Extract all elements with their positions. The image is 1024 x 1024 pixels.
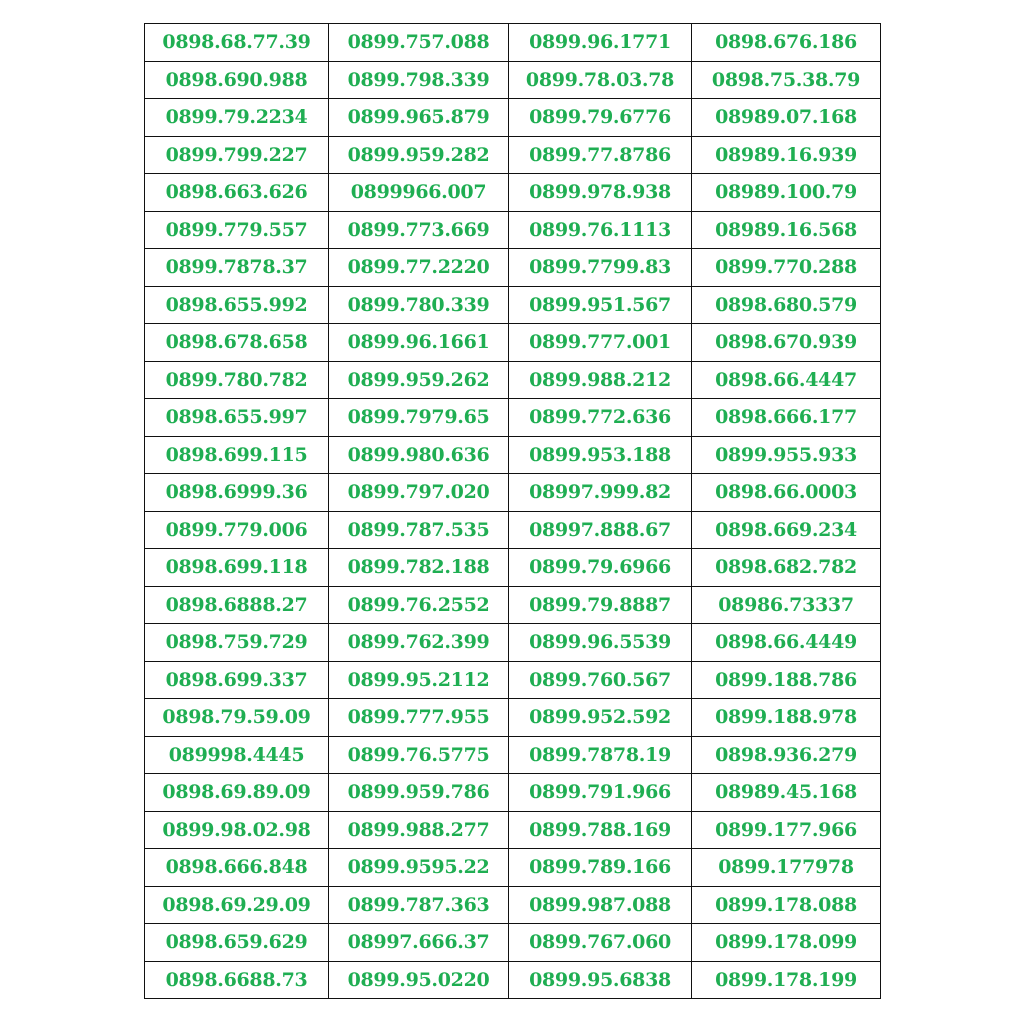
phone-number-cell: 0899.760.567 xyxy=(509,661,692,699)
table-row xyxy=(145,886,881,924)
phone-number-cell: 0898.655.997 xyxy=(145,399,329,437)
table-row xyxy=(145,849,881,887)
phone-number-cell: 0899.988.277 xyxy=(329,811,509,849)
table-row xyxy=(145,586,881,624)
phone-number-cell: 0899.178.199 xyxy=(692,961,881,999)
phone-number-cell: 0898.699.118 xyxy=(145,549,329,587)
table-row xyxy=(145,474,881,512)
phone-number-cell: 0899.799.227 xyxy=(145,136,329,174)
phone-number-cell: 0899.955.933 xyxy=(692,436,881,474)
phone-number-cell: 0899.787.363 xyxy=(329,886,509,924)
phone-number-cell: 08989.16.939 xyxy=(692,136,881,174)
phone-number-cell: 0899.953.188 xyxy=(509,436,692,474)
phone-number-cell: 0898.68.77.39 xyxy=(145,24,329,62)
table-row xyxy=(145,774,881,812)
phone-number-cell: 0899.952.592 xyxy=(509,699,692,737)
phone-number-cell: 0899.959.262 xyxy=(329,361,509,399)
phone-number-cell: 0898.690.988 xyxy=(145,61,329,99)
phone-number-cell: 0898.669.234 xyxy=(692,511,881,549)
phone-number-cell: 0899.770.288 xyxy=(692,249,881,287)
phone-number-cell: 0899.76.2552 xyxy=(329,586,509,624)
phone-number-cell: 0898.680.579 xyxy=(692,286,881,324)
phone-number-cell: 0899.95.0220 xyxy=(329,961,509,999)
table-row xyxy=(145,174,881,212)
phone-number-cell: 0899.951.567 xyxy=(509,286,692,324)
phone-number-cell: 08989.100.79 xyxy=(692,174,881,212)
table-row xyxy=(145,736,881,774)
phone-number-cell: 0898.6888.27 xyxy=(145,586,329,624)
phone-number-cell: 0898.6688.73 xyxy=(145,961,329,999)
phone-number-cell: 0899.782.188 xyxy=(329,549,509,587)
table-row xyxy=(145,99,881,137)
phone-number-cell: 0899.757.088 xyxy=(329,24,509,62)
phone-number-cell: 089998.4445 xyxy=(145,736,329,774)
table-row xyxy=(145,361,881,399)
phone-number-cell: 0898.666.848 xyxy=(145,849,329,887)
phone-number-cell: 0898.699.115 xyxy=(145,436,329,474)
phone-number-cell: 08997.888.67 xyxy=(509,511,692,549)
phone-number-cell: 0899.777.955 xyxy=(329,699,509,737)
phone-number-cell: 0899.96.5539 xyxy=(509,624,692,662)
table-row xyxy=(145,511,881,549)
phone-number-cell: 0898.666.177 xyxy=(692,399,881,437)
phone-number-cell: 0898.66.4449 xyxy=(692,624,881,662)
phone-number-cell: 0899.965.879 xyxy=(329,99,509,137)
table-row xyxy=(145,61,881,99)
phone-number-cell: 0898.6999.36 xyxy=(145,474,329,512)
phone-number-cell: 0899.77.2220 xyxy=(329,249,509,287)
phone-number-cell: 0899.773.669 xyxy=(329,211,509,249)
phone-number-cell: 0898.676.186 xyxy=(692,24,881,62)
phone-number-cell: 0899.177.966 xyxy=(692,811,881,849)
phone-number-cell: 0898.682.782 xyxy=(692,549,881,587)
table-row xyxy=(145,924,881,962)
phone-number-cell: 0898.655.992 xyxy=(145,286,329,324)
phone-number-cell: 0898.66.4447 xyxy=(692,361,881,399)
phone-number-cell: 0899.987.088 xyxy=(509,886,692,924)
table-row xyxy=(145,961,881,999)
phone-number-cell: 0899.79.2234 xyxy=(145,99,329,137)
phone-number-cell: 0898.936.279 xyxy=(692,736,881,774)
phone-number-cell: 0899.787.535 xyxy=(329,511,509,549)
phone-number-cell: 0899.988.212 xyxy=(509,361,692,399)
table-row xyxy=(145,811,881,849)
phone-number-cell: 0899.779.557 xyxy=(145,211,329,249)
phone-number-cell: 0899966.007 xyxy=(329,174,509,212)
phone-number-cell: 0899.9595.22 xyxy=(329,849,509,887)
phone-number-cell: 0898.75.38.79 xyxy=(692,61,881,99)
phone-number-cell: 08997.999.82 xyxy=(509,474,692,512)
phone-number-cell: 0899.789.166 xyxy=(509,849,692,887)
phone-number-cell: 0899.767.060 xyxy=(509,924,692,962)
phone-number-cell: 0899.959.282 xyxy=(329,136,509,174)
phone-number-cell: 0899.79.6966 xyxy=(509,549,692,587)
phone-number-cell: 08986.73337 xyxy=(692,586,881,624)
phone-number-cell: 0899.79.6776 xyxy=(509,99,692,137)
table-row xyxy=(145,399,881,437)
phone-number-cell: 0899.98.02.98 xyxy=(145,811,329,849)
phone-number-cell: 0899.178.088 xyxy=(692,886,881,924)
phone-number-cell: 0899.797.020 xyxy=(329,474,509,512)
phone-number-cell: 0898.699.337 xyxy=(145,661,329,699)
phone-number-cell: 0899.79.8887 xyxy=(509,586,692,624)
phone-number-cell: 0898.659.629 xyxy=(145,924,329,962)
table-row xyxy=(145,699,881,737)
phone-number-cell: 0898.79.59.09 xyxy=(145,699,329,737)
table-row xyxy=(145,661,881,699)
phone-number-cell: 0899.96.1771 xyxy=(509,24,692,62)
phone-number-cell: 08997.666.37 xyxy=(329,924,509,962)
phone-number-cell: 0899.978.938 xyxy=(509,174,692,212)
phone-number-cell: 0899.788.169 xyxy=(509,811,692,849)
phone-number-cell: 0899.177978 xyxy=(692,849,881,887)
phone-number-cell: 0899.95.6838 xyxy=(509,961,692,999)
phone-number-cell: 0899.7878.37 xyxy=(145,249,329,287)
phone-number-cell: 0899.779.006 xyxy=(145,511,329,549)
phone-number-cell: 0899.78.03.78 xyxy=(509,61,692,99)
phone-number-cell: 0899.76.5775 xyxy=(329,736,509,774)
phone-number-cell: 0899.777.001 xyxy=(509,324,692,362)
phone-number-cell: 0899.77.8786 xyxy=(509,136,692,174)
phone-number-cell: 0899.772.636 xyxy=(509,399,692,437)
phone-number-cell: 0898.69.89.09 xyxy=(145,774,329,812)
phone-number-cell: 0899.762.399 xyxy=(329,624,509,662)
phone-number-cell: 0899.7979.65 xyxy=(329,399,509,437)
phone-number-cell: 0898.670.939 xyxy=(692,324,881,362)
phone-number-table-body xyxy=(145,24,881,999)
table-row xyxy=(145,324,881,362)
phone-number-cell: 0899.780.782 xyxy=(145,361,329,399)
phone-number-cell: 0899.959.786 xyxy=(329,774,509,812)
table-row xyxy=(145,211,881,249)
phone-number-cell: 0898.663.626 xyxy=(145,174,329,212)
phone-number-cell: 08989.45.168 xyxy=(692,774,881,812)
phone-number-cell: 08989.16.568 xyxy=(692,211,881,249)
phone-number-cell: 0898.678.658 xyxy=(145,324,329,362)
table-row xyxy=(145,549,881,587)
table-row xyxy=(145,136,881,174)
phone-number-cell: 0898.66.0003 xyxy=(692,474,881,512)
table-row xyxy=(145,286,881,324)
phone-number-cell: 0899.780.339 xyxy=(329,286,509,324)
table-row xyxy=(145,24,881,62)
phone-number-cell: 0899.95.2112 xyxy=(329,661,509,699)
phone-number-cell: 0899.798.339 xyxy=(329,61,509,99)
phone-number-cell: 08989.07.168 xyxy=(692,99,881,137)
table-row xyxy=(145,436,881,474)
phone-number-cell: 0899.178.099 xyxy=(692,924,881,962)
phone-number-cell: 0899.188.786 xyxy=(692,661,881,699)
phone-number-cell: 0899.791.966 xyxy=(509,774,692,812)
phone-number-cell: 0899.7878.19 xyxy=(509,736,692,774)
phone-number-table xyxy=(144,23,881,999)
phone-number-cell: 0898.69.29.09 xyxy=(145,886,329,924)
phone-number-cell: 0898.759.729 xyxy=(145,624,329,662)
phone-number-cell: 0899.96.1661 xyxy=(329,324,509,362)
table-row xyxy=(145,249,881,287)
table-row xyxy=(145,624,881,662)
phone-number-cell: 0899.188.978 xyxy=(692,699,881,737)
phone-number-cell: 0899.76.1113 xyxy=(509,211,692,249)
phone-number-cell: 0899.7799.83 xyxy=(509,249,692,287)
phone-number-cell: 0899.980.636 xyxy=(329,436,509,474)
